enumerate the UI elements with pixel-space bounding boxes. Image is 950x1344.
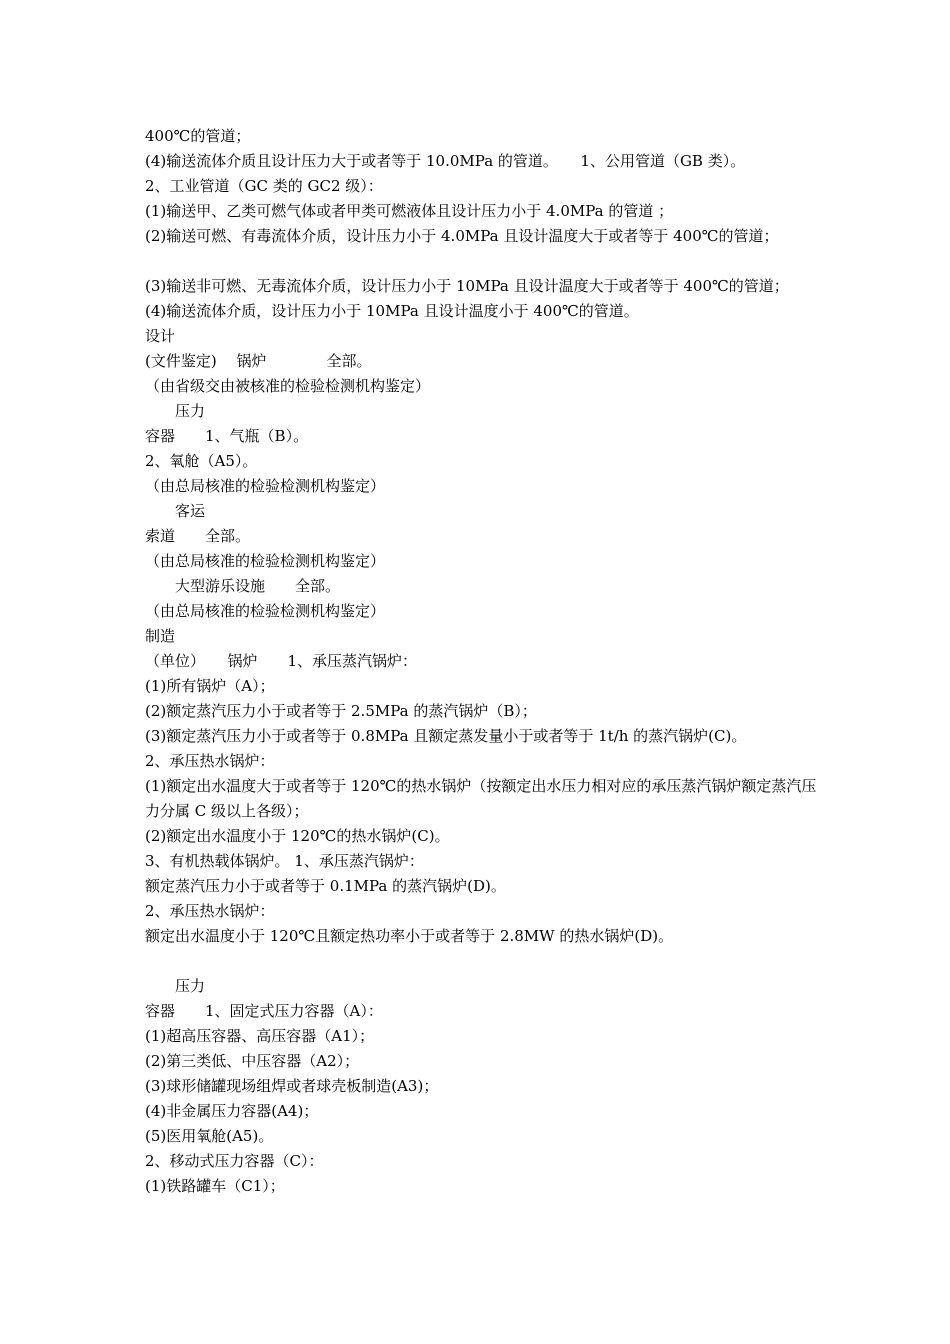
text-line: 3、有机热载体锅炉。 1、承压蒸汽锅炉： bbox=[145, 852, 424, 870]
text-line: （由总局核准的检验检测机构鉴定） bbox=[145, 602, 386, 620]
text-line: (3)额定蒸汽压力小于或者等于 0.8MPa 且额定蒸发量小于或者等于 1t/h 的蒸汽锅炉(C)。 bbox=[145, 727, 747, 745]
text-line: (1)输送甲、乙类可燃气体或者甲类可燃液体且设计压力小于 4.0MPa 的管道 ； bbox=[145, 202, 674, 220]
text-line: 容器 1、气瓶（B）。 bbox=[145, 427, 309, 445]
text-line: 2、氧舱（A5）。 bbox=[145, 452, 258, 470]
text-line: (4)输送流体介质，设计压力小于 10MPa 且设计温度小于 400℃的管道。 bbox=[145, 302, 639, 320]
text-line: 2、移动式压力容器（C）： bbox=[145, 1152, 324, 1170]
document-body bbox=[145, 124, 825, 1199]
text-line: 压力 bbox=[145, 402, 206, 420]
text-line: 2、工业管道（GC 类的 GC2 级）： bbox=[145, 177, 383, 195]
text-line: 容器 1、固定式压力容器（A）： bbox=[145, 1002, 383, 1020]
text-line: 额定出水温度小于 120℃且额定热功率小于或者等于 2.8MW 的热水锅炉(D)。 bbox=[145, 927, 674, 945]
text-line: (5)医用氧舱(A5)。 bbox=[145, 1127, 274, 1145]
text-line: (4)输送流体介质且设计压力大于或者等于 10.0MPa 的管道。 1、公用管道（GB 类）。 bbox=[145, 152, 746, 170]
text-line: 索道 全部。 bbox=[145, 527, 251, 545]
text-line: 额定蒸汽压力小于或者等于 0.1MPa 的蒸汽锅炉(D)。 bbox=[145, 877, 506, 895]
text-line: （由总局核准的检验检测机构鉴定） bbox=[145, 477, 386, 495]
text-line: (2)第三类低、中压容器（A2）； bbox=[145, 1052, 360, 1070]
text-line: （由省级交由被核准的检验检测机构鉴定） bbox=[145, 377, 431, 395]
text-line: (3)输送非可燃、无毒流体介质，设计压力小于 10MPa 且设计温度大于或者等于 400℃的管道； bbox=[145, 277, 789, 295]
text-line: (文件鉴定) 锅炉 全部。 bbox=[145, 352, 372, 370]
text-line: (3)球形储罐现场组焊或者球壳板制造(A3)； bbox=[145, 1077, 439, 1095]
text-line: （由总局核准的检验检测机构鉴定） bbox=[145, 552, 386, 570]
text-line: 400℃的管道； bbox=[145, 127, 251, 145]
text-line: (2)输送可燃、有毒流体介质，设计压力小于 4.0MPa 且设计温度大于或者等于 400℃的管道； bbox=[145, 227, 779, 245]
text-line: 压力 bbox=[145, 977, 206, 995]
text-line: 设计 bbox=[145, 327, 176, 345]
text-line: (1)所有锅炉（A）； bbox=[145, 677, 275, 695]
text-line: 2、承压热水锅炉： bbox=[145, 902, 275, 920]
text-line: 2、承压热水锅炉： bbox=[145, 752, 275, 770]
text-line: (1)超高压容器、高压容器（A1）； bbox=[145, 1027, 375, 1045]
text-line: (4)非金属压力容器(A4)； bbox=[145, 1102, 319, 1120]
blank-line bbox=[145, 949, 825, 974]
text-line: (2)额定蒸汽压力小于或者等于 2.5MPa 的蒸汽锅炉（B）； bbox=[145, 702, 537, 720]
text-line: 制造 bbox=[145, 627, 176, 645]
text-line: 大型游乐设施 全部。 bbox=[145, 577, 341, 595]
blank-line bbox=[145, 249, 825, 274]
text-line: （单位） 锅炉 1、承压蒸汽锅炉： bbox=[145, 652, 418, 670]
text-line: 客运 bbox=[145, 502, 206, 520]
text-line: (1)铁路罐车（C1）； bbox=[145, 1177, 285, 1195]
text-line: (1)额定出水温度大于或者等于 120℃的热水锅炉（按额定出水压力相对应的承压蒸汽锅炉额定蒸汽压力分属 C 级以上各级）； bbox=[145, 777, 817, 820]
text-line: (2)额定出水温度小于 120℃的热水锅炉(C)。 bbox=[145, 827, 450, 845]
